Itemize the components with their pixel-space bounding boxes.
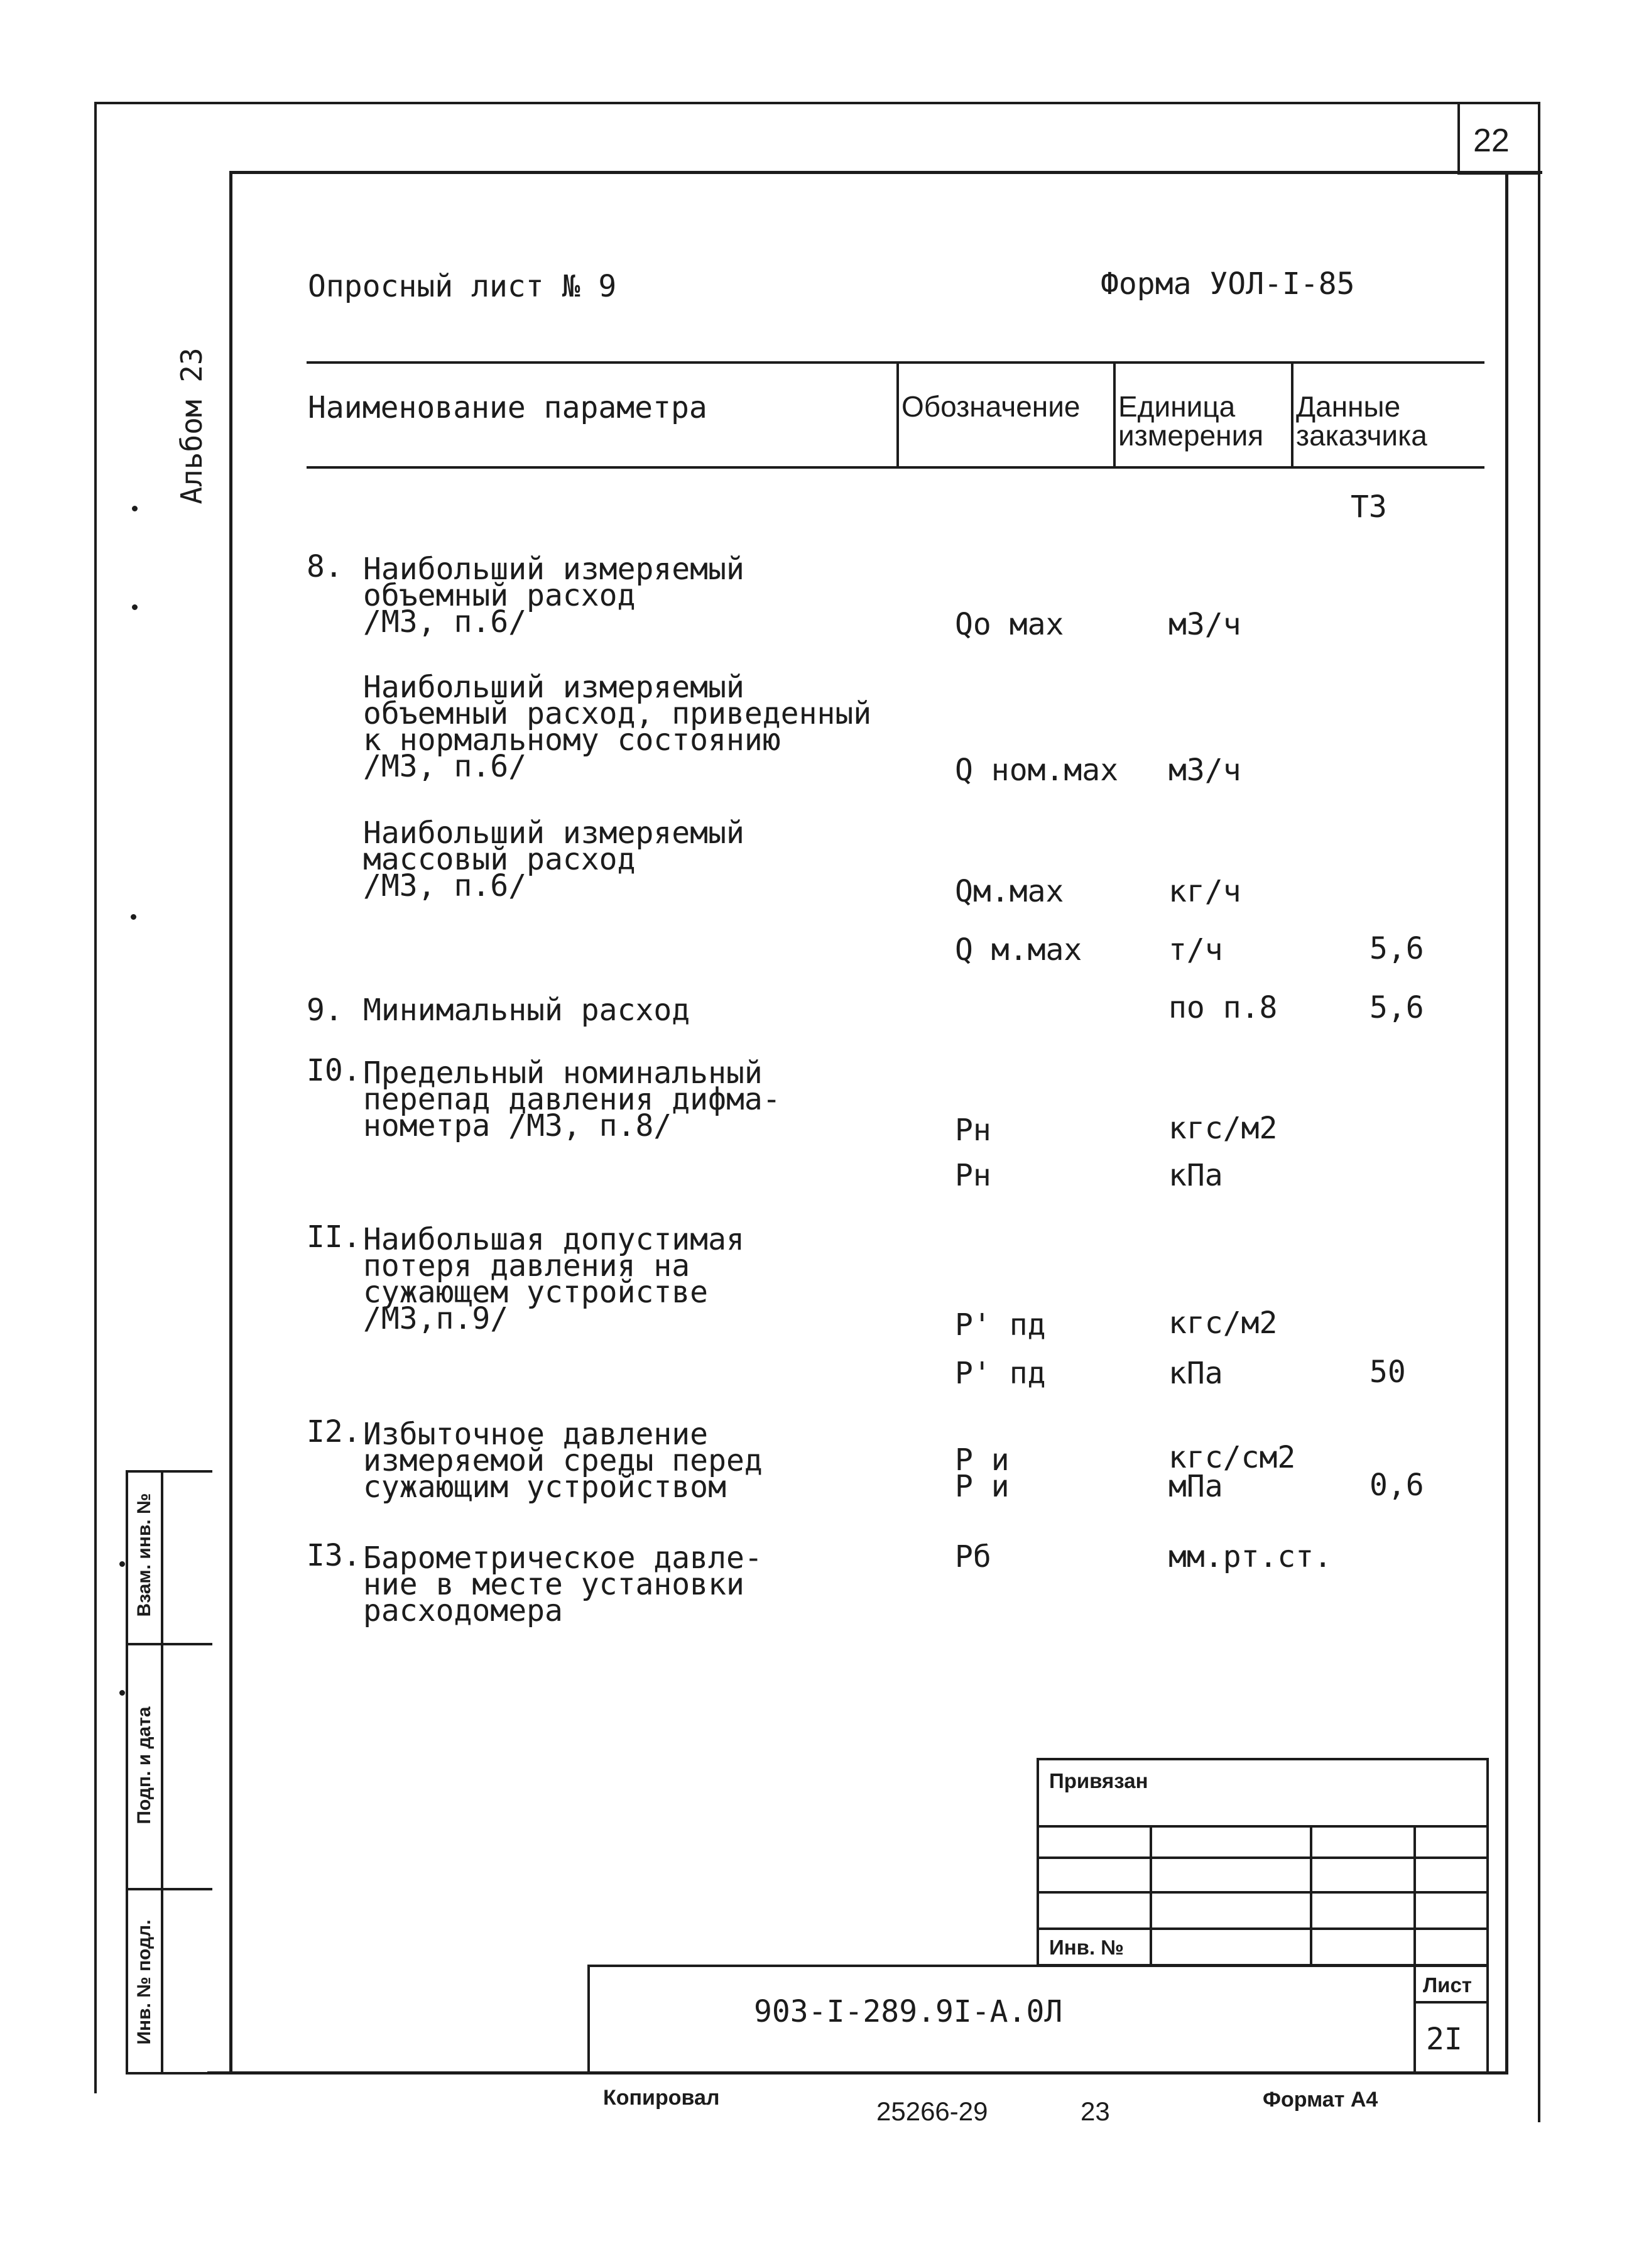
outer-border-right [1538,175,1540,2122]
row-11b-symbol: Р' пд [955,1356,1046,1391]
binding-dot [119,1561,125,1567]
row-9-value: 5,6 [1369,990,1424,1025]
row-8-name-line: Наибольший измеряемый [363,552,744,587]
privyazan-row-rule [1037,1927,1489,1930]
row-9-name-line: Минимальный расход [363,993,690,1028]
row-13-name-line: ние в месте установки [363,1567,744,1602]
row-10-unit: кгс/м2 [1168,1111,1278,1146]
footer-format: Формат А4 [1263,2088,1378,2112]
row-11-name-line: /МЗ,п.9/ [363,1301,509,1336]
questionnaire-title: Опросный лист № 9 [308,269,617,304]
footer-order-number: 25266-29 [876,2096,988,2126]
row-8c-name-line: /МЗ, п.6/ [363,868,527,903]
privyazan-col-rule [1413,1825,1416,1966]
footer-handwritten-num: 23 [1081,2096,1110,2126]
row-10-name-line: Предельный номинальный [363,1055,763,1091]
side-stamp-vzam: Взам. инв. № [134,1493,155,1617]
privyazan-label: Привязан [1049,1769,1148,1792]
row-13-name-line: Барометрическое давле- [363,1540,763,1576]
row-8b-unit: мЗ/ч [1168,753,1241,788]
side-stamp-row-rule [126,1888,212,1890]
row-10b-symbol: Рн [955,1158,991,1193]
row-11-symbol: Р' пд [955,1307,1046,1343]
row-13-number: I3. [307,1538,361,1573]
sheet-label-rule [1413,2001,1489,2004]
row-8d-unit: т/ч [1168,932,1223,968]
row-10-number: I0. [307,1053,361,1088]
row-8c-unit: кг/ч [1168,874,1241,909]
row-11-name-line: сужающем устройстве [363,1275,709,1310]
outer-border-top [94,102,1459,104]
table-header-bottom-rule [307,466,1484,469]
side-stamp-inv: Инв. № подл. [134,1919,155,2045]
row-12b-value: 0,6 [1369,1468,1424,1503]
row-11-unit: кгс/м2 [1168,1306,1278,1341]
side-stamp-podp: Подп. и дата [134,1706,155,1824]
row-8c-name-line: массовый расход [363,842,636,877]
row-8b-name-line: объемный расход, приведенный [363,696,872,731]
doc-code: 903-I-289.9I-А.0Л [754,1994,1063,2029]
row-12-name-line: сужающим устройством [363,1469,726,1505]
row-11b-value: 50 [1369,1355,1406,1390]
row-11-number: II. [307,1219,361,1255]
row-8b-name-line: /МЗ, п.6/ [363,749,527,784]
customer-subheader: ТЗ [1351,489,1387,525]
privyazan-col-rule [1310,1825,1312,1966]
album-label: Альбом 23 [175,347,209,504]
row-8b-name-line: к нормальному состоянию [363,722,781,758]
binding-dot [131,914,136,920]
row-13-name-line: расходомера [363,1593,563,1628]
header-unit-line2: измерения [1118,419,1264,452]
sheet-label: Лист [1423,1973,1472,1997]
row-9-unit: по п.8 [1168,990,1278,1025]
privyazan-col-rule [1150,1825,1152,1966]
header-symbol: Обозначение [901,390,1081,423]
privyazan-row-rule [1037,1825,1489,1828]
header-unit-line1: Единица [1118,390,1236,423]
side-stamp-row-rule [126,1643,212,1645]
privyazan-row-rule [1037,1856,1489,1859]
inner-frame-top [229,171,1542,174]
row-8c-symbol: Qм.мах [955,874,1064,909]
row-8b-name-line: Наибольший измеряемый [363,670,744,705]
binding-dot [132,506,138,511]
row-12-symbol: Р и [955,1442,1010,1478]
row-13-symbol: Рб [955,1539,991,1574]
header-customer-line1: Данные [1296,390,1401,423]
sheet-divider [1413,1965,1416,2074]
binding-dot [119,1690,125,1696]
row-10b-unit: кПа [1168,1158,1223,1193]
row-8b-symbol: Q ном.мах [955,753,1119,788]
row-8-symbol: Qо мах [955,607,1064,642]
row-8-name-line: /МЗ, п.6/ [363,604,527,640]
binding-dot [132,604,138,610]
table-header-top-rule [307,361,1484,364]
header-parameter-name: Наименование параметра [308,390,707,425]
row-11-name-line: Наибольшая допустимая [363,1222,744,1257]
table-header-divider [1113,361,1116,466]
row-8d-value: 5,6 [1369,931,1424,966]
footer-copied: Копировал [603,2086,720,2110]
form-code: Форма УОЛ-I-85 [1101,266,1355,302]
outer-border-left [94,102,97,2093]
privyazan-row-rule [1037,1891,1489,1894]
row-8d-symbol: Q м.мах [955,932,1082,968]
row-12-name-line: Избыточное давление [363,1417,709,1452]
row-10-symbol: Рн [955,1113,991,1148]
inner-frame-right [1505,171,1508,2074]
row-12b-unit: мПа [1168,1469,1223,1504]
sheet-number: 2I [1426,2022,1462,2057]
header-customer-line2: заказчика [1296,419,1427,452]
row-11-name-line: потеря давления на [363,1248,690,1284]
side-stamp-divider [161,1470,163,2074]
inv-no-label: Инв. № [1049,1936,1124,1959]
page-number: 22 [1473,123,1510,159]
row-9-number: 9. [307,993,343,1028]
row-12-name-line: измеряемой среды перед [363,1443,763,1478]
inner-frame-left [229,171,232,2074]
row-12b-symbol: Р и [955,1469,1010,1504]
table-header-divider [1291,361,1293,466]
row-11b-unit: кПа [1168,1356,1223,1391]
row-8-unit: мЗ/ч [1168,607,1241,642]
table-header-divider [896,361,899,466]
row-10-name-line: перепад давления дифма- [363,1082,781,1117]
row-8c-name-line: Наибольший измеряемый [363,815,744,851]
row-8-name-line: объемный расход [363,578,636,613]
row-13-unit: мм.рт.ст. [1168,1539,1332,1574]
row-8-number: 8. [307,549,343,584]
row-10-name-line: нометра /МЗ, п.8/ [363,1108,672,1143]
row-12-unit: кгс/см2 [1168,1440,1296,1475]
row-12-number: I2. [307,1414,361,1449]
